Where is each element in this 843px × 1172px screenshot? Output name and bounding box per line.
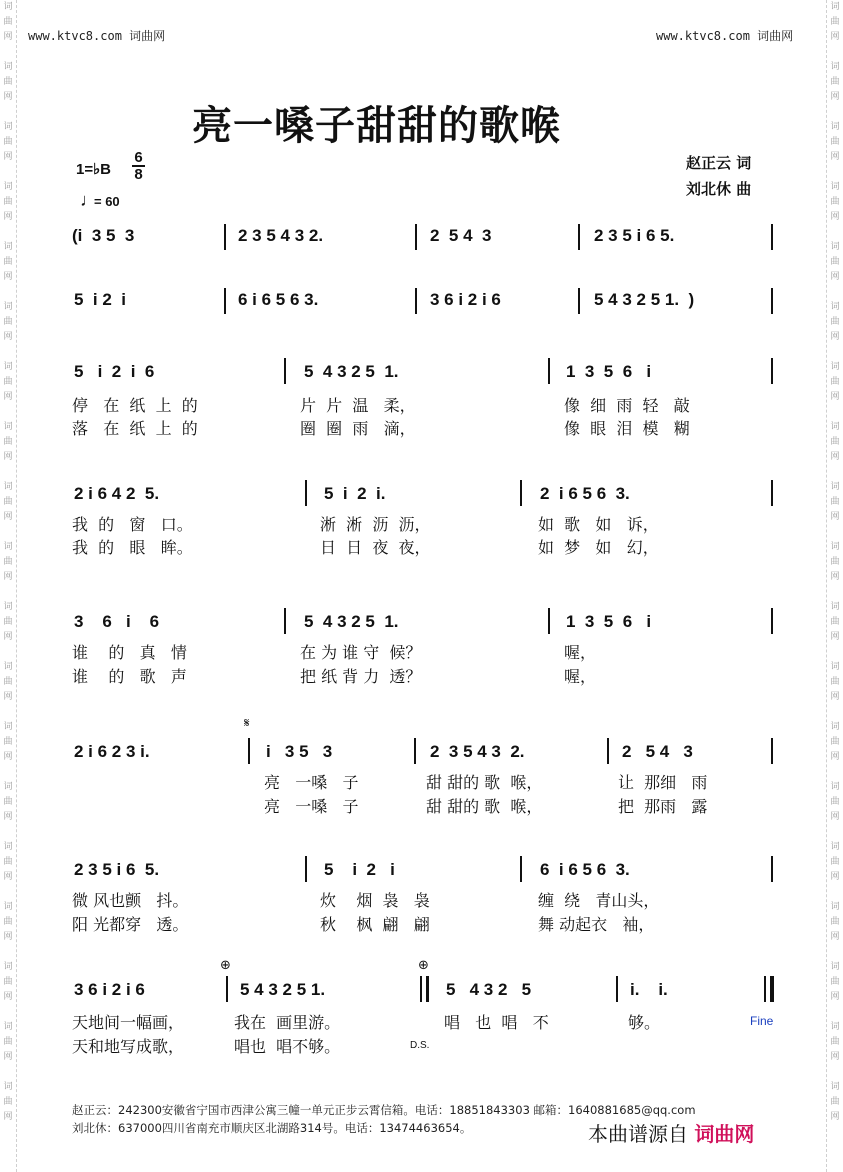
- watermark-gap: [0, 1125, 16, 1140]
- watermark-gap: [827, 1005, 843, 1020]
- line5-lyric1-b: 在 为 谁 守 候？: [300, 643, 422, 662]
- source-prefix: 本曲谱源自: [588, 1122, 688, 1146]
- line4-m1-notes: 2 i 6 4 2 5.: [74, 484, 160, 503]
- watermark-char: 词: [830, 2, 840, 12]
- watermark-char: 词: [3, 482, 13, 492]
- watermark-char: 词: [3, 422, 13, 432]
- line4-m2-notes: 5 i 2 i.: [324, 484, 386, 503]
- line7-lyric1-a: 微 风也颤 抖。: [72, 891, 189, 910]
- watermark-char: 网: [3, 152, 13, 162]
- watermark-gap: [0, 1005, 16, 1020]
- fine-label: Fine: [750, 1014, 774, 1028]
- watermark-char: 词: [830, 1082, 840, 1092]
- time-top: 6: [132, 150, 145, 167]
- watermark-gap: [0, 645, 16, 660]
- watermark-gap: [0, 165, 16, 180]
- watermark-gap: [0, 765, 16, 780]
- watermark-char: 词: [830, 482, 840, 492]
- watermark-gap: [827, 585, 843, 600]
- watermark-char: 曲: [830, 1037, 840, 1047]
- watermark-char: 曲: [830, 257, 840, 267]
- watermark-gap: [827, 465, 843, 480]
- line7-m3-notes: 6 i 6 5 6 3.: [540, 860, 630, 879]
- watermark-char: 曲: [830, 497, 840, 507]
- source-brand-link[interactable]: 词曲网: [694, 1122, 755, 1146]
- watermark-char: 词: [3, 962, 13, 972]
- watermark-char: 曲: [830, 77, 840, 87]
- watermark-char: 词: [3, 782, 13, 792]
- watermark-char: 网: [830, 392, 840, 402]
- watermark-gap: [827, 1125, 843, 1140]
- footer-lyricist-contact: 赵正云：242300安徽省宁国市西津公寓三幢一单元正步云霄信箱。电话：18851843303 邮箱：1640881685@qq.com: [72, 1103, 696, 1117]
- watermark-char: 词: [830, 242, 840, 252]
- watermark-char: 曲: [3, 1097, 13, 1107]
- watermark-char: 网: [3, 512, 13, 522]
- watermark-gap: [0, 885, 16, 900]
- watermark-gap: [0, 1065, 16, 1080]
- line2-m4-notes: 5 4 3 2 5 1. ): [594, 290, 695, 309]
- watermark-char: 曲: [830, 677, 840, 687]
- line8-lyric1-c: 唱 也 唱 不: [444, 1013, 549, 1032]
- watermark-char: 曲: [3, 917, 13, 927]
- watermark-char: 曲: [3, 857, 13, 867]
- watermark-char: 词: [830, 122, 840, 132]
- line4-lyric2-c: 如 梦 如 幻，: [538, 538, 659, 557]
- watermark-char: 词: [3, 662, 13, 672]
- line5-m3-notes: 1 3 5 6 i: [566, 612, 652, 631]
- watermark-gap: [0, 945, 16, 960]
- line3-m1-notes: 5 i 2 i 6: [74, 362, 155, 381]
- line4-lyric2-a: 我 的 眼 眸。: [72, 538, 193, 557]
- watermark-char: 曲: [830, 197, 840, 207]
- watermark-char: 词: [3, 1082, 13, 1092]
- line8-lyric2-b: 唱也 唱不够。: [234, 1037, 341, 1056]
- line8-lyric1-d: 够。: [628, 1013, 661, 1032]
- watermark-char: 曲: [830, 737, 840, 747]
- key-signature: 1=♭B: [76, 161, 112, 178]
- watermark-char: 曲: [3, 497, 13, 507]
- watermark-char: 网: [830, 1052, 840, 1062]
- line8-m1-notes: 3 6 i 2 i 6: [74, 980, 145, 999]
- watermark-char: 网: [830, 752, 840, 762]
- watermark-char: 词: [830, 962, 840, 972]
- watermark-char: 网: [830, 212, 840, 222]
- watermark-char: 网: [3, 212, 13, 222]
- line2-m1-notes: 5 i 2 i: [74, 290, 126, 309]
- watermark-char: 曲: [830, 317, 840, 327]
- watermark-char: 网: [3, 992, 13, 1002]
- watermark-char: 曲: [3, 17, 13, 27]
- watermark-char: 曲: [3, 677, 13, 687]
- song-title: 亮一嗓子甜甜的歌喉: [192, 102, 561, 149]
- line4-lyric1-b: 淅 淅 沥 沥，: [320, 515, 431, 534]
- watermark-char: 网: [830, 872, 840, 882]
- watermark-gap: [827, 885, 843, 900]
- watermark-char: 词: [830, 362, 840, 372]
- line7-lyric2-b: 秋 枫 翩 翩: [320, 915, 430, 934]
- right-watermark-strip: [826, 0, 843, 1172]
- watermark-gap: [827, 105, 843, 120]
- watermark-char: 词: [830, 662, 840, 672]
- watermark-char: 网: [3, 452, 13, 462]
- watermark-gap: [827, 225, 843, 240]
- watermark-char: 网: [830, 632, 840, 642]
- watermark-char: 曲: [830, 437, 840, 447]
- watermark-char: 词: [830, 602, 840, 612]
- line7-m2-notes: 5 i 2 i: [324, 860, 395, 879]
- watermark-char: 网: [830, 452, 840, 462]
- watermark-gap: [0, 525, 16, 540]
- watermark-gap: [827, 1065, 843, 1080]
- watermark-char: 网: [3, 332, 13, 342]
- watermark-char: 曲: [830, 377, 840, 387]
- watermark-char: 网: [3, 872, 13, 882]
- watermark-char: 曲: [830, 797, 840, 807]
- watermark-char: 网: [3, 632, 13, 642]
- tempo-value: = 60: [94, 194, 120, 209]
- line8-m2-notes: 5 4 3 2 5 1.: [240, 980, 326, 999]
- watermark-char: 词: [3, 2, 13, 12]
- watermark-char: 曲: [3, 317, 13, 327]
- watermark-char: 词: [830, 302, 840, 312]
- watermark-char: 词: [3, 602, 13, 612]
- line3-m3-notes: 1 3 5 6 i: [566, 362, 652, 381]
- segno-icon: 𝄋: [244, 716, 250, 731]
- watermark-gap: [0, 705, 16, 720]
- line4-lyric1-a: 我 的 窗 口。: [72, 515, 193, 534]
- watermark-char: 曲: [830, 17, 840, 27]
- watermark-gap: [827, 765, 843, 780]
- line8-lyric1-a: 天地间一幅画，: [72, 1013, 185, 1032]
- tempo-note-icon: ♩: [80, 190, 98, 210]
- watermark-char: 曲: [3, 377, 13, 387]
- composer-credit: 刘北休 曲: [686, 180, 752, 198]
- line6-lyric2-b: 甜 甜的 歌 喉，: [426, 797, 543, 816]
- watermark-gap: [827, 405, 843, 420]
- watermark-char: 词: [830, 842, 840, 852]
- watermark-char: 网: [3, 812, 13, 822]
- watermark-char: 网: [3, 1112, 13, 1122]
- watermark-gap: [0, 825, 16, 840]
- watermark-char: 曲: [830, 557, 840, 567]
- watermark-char: 词: [830, 782, 840, 792]
- ds-label: D.S.: [410, 1040, 430, 1051]
- watermark-gap: [827, 825, 843, 840]
- watermark-gap: [827, 285, 843, 300]
- watermark-char: 网: [830, 572, 840, 582]
- watermark-char: 词: [830, 542, 840, 552]
- watermark-char: 词: [3, 902, 13, 912]
- line7-m1-notes: 2 3 5 i 6 5.: [74, 860, 160, 879]
- watermark-char: 词: [830, 422, 840, 432]
- watermark-char: 曲: [3, 77, 13, 87]
- watermark-gap: [827, 345, 843, 360]
- watermark-char: 词: [830, 62, 840, 72]
- line8-m3-notes: 5 4 3 2 5: [446, 980, 532, 999]
- watermark-char: 词: [3, 122, 13, 132]
- watermark-gap: [827, 45, 843, 60]
- watermark-gap: [827, 165, 843, 180]
- line1-m3-notes: 2 5 4 3: [430, 226, 492, 245]
- line3-lyric2-a: 落 在 纸 上 的: [72, 419, 198, 438]
- watermark-char: 词: [3, 542, 13, 552]
- line3-lyric1-c: 像 细 雨 轻 敲: [564, 396, 690, 415]
- line6-lyric2-c: 把 那雨 露: [618, 797, 708, 816]
- watermark-char: 曲: [830, 857, 840, 867]
- line5-m2-notes: 5 4 3 2 5 1.: [304, 612, 399, 631]
- line8-lyric2-a: 天和地写成歌，: [72, 1037, 185, 1056]
- watermark-gap: [0, 465, 16, 480]
- line7-lyric2-a: 阳 光都穿 透。: [72, 915, 189, 934]
- watermark-gap: [827, 705, 843, 720]
- watermark-char: 曲: [830, 917, 840, 927]
- watermark-gap: [0, 405, 16, 420]
- watermark-gap: [827, 645, 843, 660]
- line2-m2-notes: 6 i 6 5 6 3.: [238, 290, 319, 309]
- watermark-char: 词: [3, 302, 13, 312]
- watermark-char: 词: [3, 242, 13, 252]
- watermark-char: 曲: [830, 1097, 840, 1107]
- watermark-char: 曲: [3, 977, 13, 987]
- watermark-char: 网: [830, 512, 840, 522]
- watermark-char: 曲: [3, 797, 13, 807]
- watermark-char: 曲: [830, 137, 840, 147]
- watermark-char: 曲: [3, 1037, 13, 1047]
- line5-lyric2-b: 把 纸 背 力 透？: [300, 667, 422, 686]
- line1-m2-notes: 2 3 5 4 3 2.: [238, 226, 324, 245]
- watermark-char: 曲: [3, 737, 13, 747]
- watermark-char: 网: [830, 92, 840, 102]
- line6-lyric1-c: 让 那细 雨: [618, 773, 708, 792]
- watermark-char: 网: [830, 32, 840, 42]
- watermark-char: 网: [3, 92, 13, 102]
- watermark-char: 网: [830, 932, 840, 942]
- watermark-char: 网: [830, 992, 840, 1002]
- watermark-gap: [0, 105, 16, 120]
- watermark-char: 网: [3, 1052, 13, 1062]
- header-url-right[interactable]: www.ktvc8.com 词曲网: [656, 29, 794, 43]
- watermark-gap: [0, 45, 16, 60]
- watermark-char: 网: [830, 812, 840, 822]
- line6-lyric1-a: 亮 一嗓 子: [264, 773, 359, 792]
- watermark-gap: [0, 225, 16, 240]
- watermark-char: 网: [830, 272, 840, 282]
- watermark-char: 词: [830, 722, 840, 732]
- watermark-char: 曲: [830, 617, 840, 627]
- watermark-char: 网: [3, 272, 13, 282]
- line6-m1-notes: 2 i 6 2 3 i.: [74, 742, 150, 761]
- watermark-char: 词: [830, 182, 840, 192]
- line6-m3-notes: 2 3 5 4 3 2.: [430, 742, 525, 761]
- line4-lyric1-c: 如 歌 如 诉，: [538, 515, 659, 534]
- watermark-char: 曲: [3, 257, 13, 267]
- header-url-left[interactable]: www.ktvc8.com 词曲网: [28, 29, 166, 43]
- line1-m4-notes: 2 3 5 i 6 5.: [594, 226, 675, 245]
- watermark-char: 曲: [3, 137, 13, 147]
- watermark-gap: [827, 525, 843, 540]
- watermark-char: 词: [3, 182, 13, 192]
- watermark-char: 词: [3, 362, 13, 372]
- line7-lyric1-c: 缠 绕 青山头，: [538, 891, 660, 910]
- watermark-gap: [0, 585, 16, 600]
- watermark-char: 词: [3, 1022, 13, 1032]
- watermark-char: 网: [830, 332, 840, 342]
- line3-m2-notes: 5 4 3 2 5 1.: [304, 362, 399, 381]
- line5-lyric2-a: 谁 的 歌 声: [72, 667, 187, 686]
- line3-lyric1-b: 片 片 温 柔，: [300, 396, 416, 415]
- watermark-char: 网: [830, 1112, 840, 1122]
- watermark-char: 网: [3, 392, 13, 402]
- line7-lyric1-b: 炊 烟 袅 袅: [320, 891, 430, 910]
- line5-lyric1-a: 谁 的 真 情: [72, 643, 187, 662]
- watermark-char: 曲: [3, 197, 13, 207]
- watermark-char: 曲: [3, 437, 13, 447]
- line3-lyric2-c: 像 眼 泪 模 糊: [564, 419, 690, 438]
- line4-lyric2-b: 日 日 夜 夜，: [320, 538, 431, 557]
- line6-m4-notes: 2 5 4 3: [622, 742, 693, 761]
- watermark-char: 网: [3, 932, 13, 942]
- footer-composer-contact: 刘北休：637000四川省南充市顺庆区北湖路314号。电话：13474463654。: [72, 1121, 472, 1135]
- watermark-char: 曲: [3, 557, 13, 567]
- watermark-char: 曲: [3, 617, 13, 627]
- watermark-char: 词: [3, 722, 13, 732]
- watermark-char: 词: [830, 902, 840, 912]
- watermark-char: 网: [3, 692, 13, 702]
- source-credit[interactable]: [588, 1118, 754, 1147]
- line5-lyric1-c: 喔，: [564, 643, 597, 662]
- coda-icon-2: ⊕: [418, 958, 429, 973]
- watermark-char: 网: [3, 32, 13, 42]
- watermark-char: 网: [3, 572, 13, 582]
- line6-m2-notes: i 3 5 3: [266, 742, 333, 761]
- line6-lyric2-a: 亮 一嗓 子: [264, 797, 359, 816]
- watermark-gap: [0, 345, 16, 360]
- line4-m3-notes: 2 i 6 5 6 3.: [540, 484, 630, 503]
- line3-lyric2-b: 圈 圈 雨 滴，: [300, 419, 416, 438]
- line3-lyric1-a: 停 在 纸 上 的: [72, 396, 198, 415]
- watermark-gap: [827, 945, 843, 960]
- watermark-gap: [0, 285, 16, 300]
- line5-m1-notes: 3 6 i 6: [74, 612, 160, 631]
- watermark-char: 网: [3, 752, 13, 762]
- time-signature: [132, 150, 145, 182]
- line8-lyric1-b: 我在 画里游。: [234, 1013, 341, 1032]
- line6-lyric1-b: 甜 甜的 歌 喉，: [426, 773, 543, 792]
- lyricist-credit: 赵正云 词: [686, 154, 752, 172]
- line5-lyric2-c: 喔，: [564, 667, 597, 686]
- line1-m1-notes: (i 3 5 3: [72, 226, 135, 245]
- coda-icon-1: ⊕: [220, 958, 231, 973]
- line2-m3-notes: 3 6 i 2 i 6: [430, 290, 501, 309]
- watermark-char: 网: [830, 692, 840, 702]
- line7-lyric2-c: 舞 动起衣 袖，: [538, 915, 655, 934]
- watermark-char: 曲: [830, 977, 840, 987]
- line8-m4-notes: i. i.: [630, 980, 668, 999]
- watermark-char: 词: [830, 1022, 840, 1032]
- left-watermark-strip: [0, 0, 17, 1172]
- watermark-char: 词: [3, 842, 13, 852]
- watermark-char: 词: [3, 62, 13, 72]
- watermark-char: 网: [830, 152, 840, 162]
- time-bottom: 8: [134, 166, 143, 183]
